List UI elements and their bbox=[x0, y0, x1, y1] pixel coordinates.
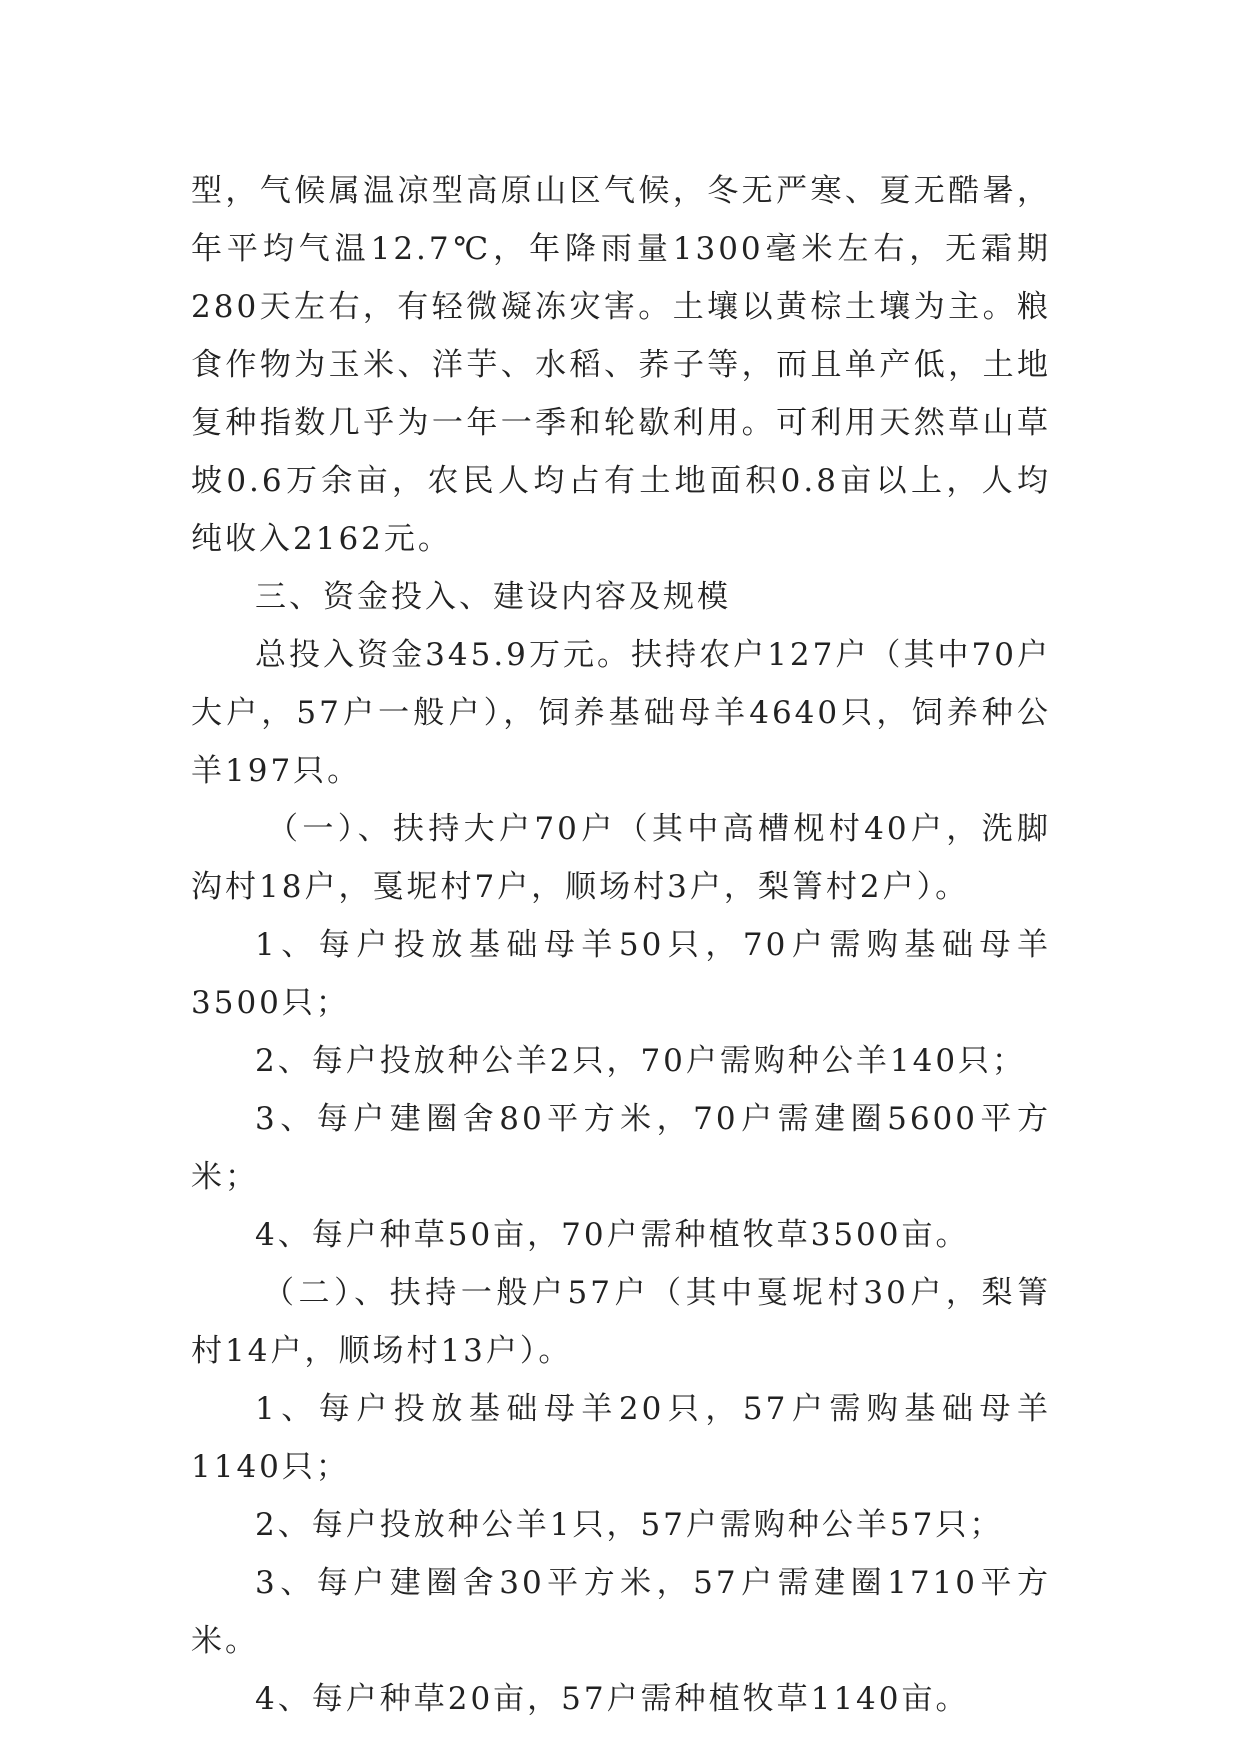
subsection-1-item-4: 4、每户种草50亩，70户需种植牧草3500亩。 bbox=[255, 1217, 970, 1253]
subsection-2-item-1: 1、每户投放基础母羊20只，57户需购基础母羊1140只； bbox=[191, 1391, 1051, 1485]
document-body bbox=[191, 162, 1051, 1728]
subsection-1-item-2: 2、每户投放种公羊2只，70户需购种公羊140只； bbox=[255, 1043, 1027, 1079]
subsection-1-item-1: 1、每户投放基础母羊50只，70户需购基础母羊3500只； bbox=[191, 927, 1051, 1021]
total-investment-paragraph: 总投入资金345.9万元。扶持农户127户（其中70户大户，57户一般户），饲养基础母羊4640只，饲养种公羊197只。 bbox=[191, 637, 1051, 789]
subsection-2-item-4: 4、每户种草20亩，57户需种植牧草1140亩。 bbox=[255, 1681, 970, 1717]
subsection-2-heading: （二）、扶持一般户57户（其中戛坭村30户，梨箐村14户，顺场村13户）。 bbox=[191, 1275, 1051, 1369]
subsection-2-item-2: 2、每户投放种公羊1只，57户需购种公羊57只； bbox=[255, 1507, 1004, 1543]
subsection-2-item-3: 3、每户建圈舍30平方米，57户需建圈1710平方米。 bbox=[191, 1565, 1051, 1659]
subsection-1-item-3: 3、每户建圈舍80平方米，70户需建圈5600平方米； bbox=[191, 1101, 1051, 1195]
intro-paragraph: 型，气候属温凉型高原山区气候，冬无严寒、夏无酷暑，年平均气温12.7℃，年降雨量1300毫米左右，无霜期280天左右，有轻微凝冻灾害。土壤以黄棕土壤为主。粮食作物为玉米、洋芋、水稻、荞子等，而且单产低，土地复种指数几乎为一年一季和轮歇利用。可利用天然草山草坡0.6万余亩，农民人均占有土地面积0.8亩以上，人均纯收入2162元。 bbox=[191, 173, 1051, 557]
section-heading: 三、资金投入、建设内容及规模 bbox=[255, 579, 731, 615]
subsection-1-heading: （一）、扶持大户70户（其中高槽枧村40户，洗脚沟村18户，戛坭村7户，顺场村3户，梨箐村2户）。 bbox=[191, 811, 1051, 905]
